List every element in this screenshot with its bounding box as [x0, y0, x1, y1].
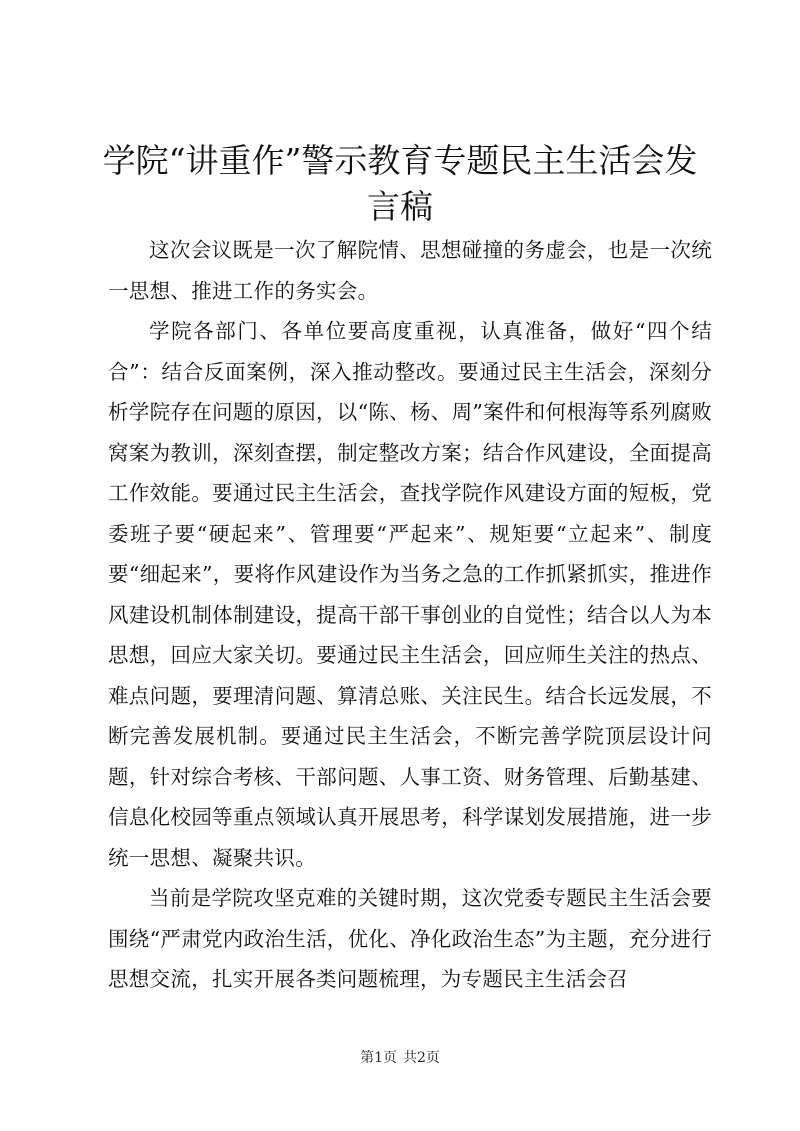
- paragraph-3: 当前是学院攻坚克难的关键时期，这次党委专题民主生活会要围绕“严肃党内政治生活，优化、净化政治生态”为主题，充分进行思想交流，扎实开展各类问题梳理，为专题民主生活会召: [108, 886, 712, 991]
- document-title: 学院“讲重作”警示教育专题民主生活会发言稿: [102, 141, 698, 226]
- paragraph-2: 学院各部门、各单位要高度重视，认真准备，做好“四个结合”：结合反面案例，深入推动整改。要通过民主生活会，深刻分析学院存在问题的原因，以“陈、杨、周”案件和何根海等系列腐败窝案为教训，深刻查摆，制定整改方案；结合作风建设，全面提高工作效能。要通过民主生活会，查找学院作风建设方面的短板，党委班子要“硬起来”、管理要“严起来”、规矩要“立起来”、制度要“细起来”，要将作风建设作为当务之急的工作抓紧抓实，推进作风建设机制体制建设，提高干部干事创业的自觉性；结合以人为本思想，回应大家关切。要通过民主生活会，回应师生关注的热点、难点问题，要理清问题、算清总账、关注民生。结合长远发展，不断完善发展机制。要通过民主生活会，不断完善学院顶层设计问题，针对综合考核、干部问题、人事工资、财务管理、后勤基建、信息化校园等重点领域认真开展思考，科学谋划发展措施，进一步统一思想、凝聚共识。: [108, 319, 712, 870]
- page-number: 第1页: [360, 1050, 397, 1066]
- page-footer: [0, 1049, 800, 1067]
- paragraph-1: 这次会议既是一次了解院情、思想碰撞的务虚会，也是一次统一思想、推进工作的务实会。: [108, 238, 712, 303]
- page-total: 共2页: [403, 1050, 440, 1066]
- document-body: [108, 230, 712, 1000]
